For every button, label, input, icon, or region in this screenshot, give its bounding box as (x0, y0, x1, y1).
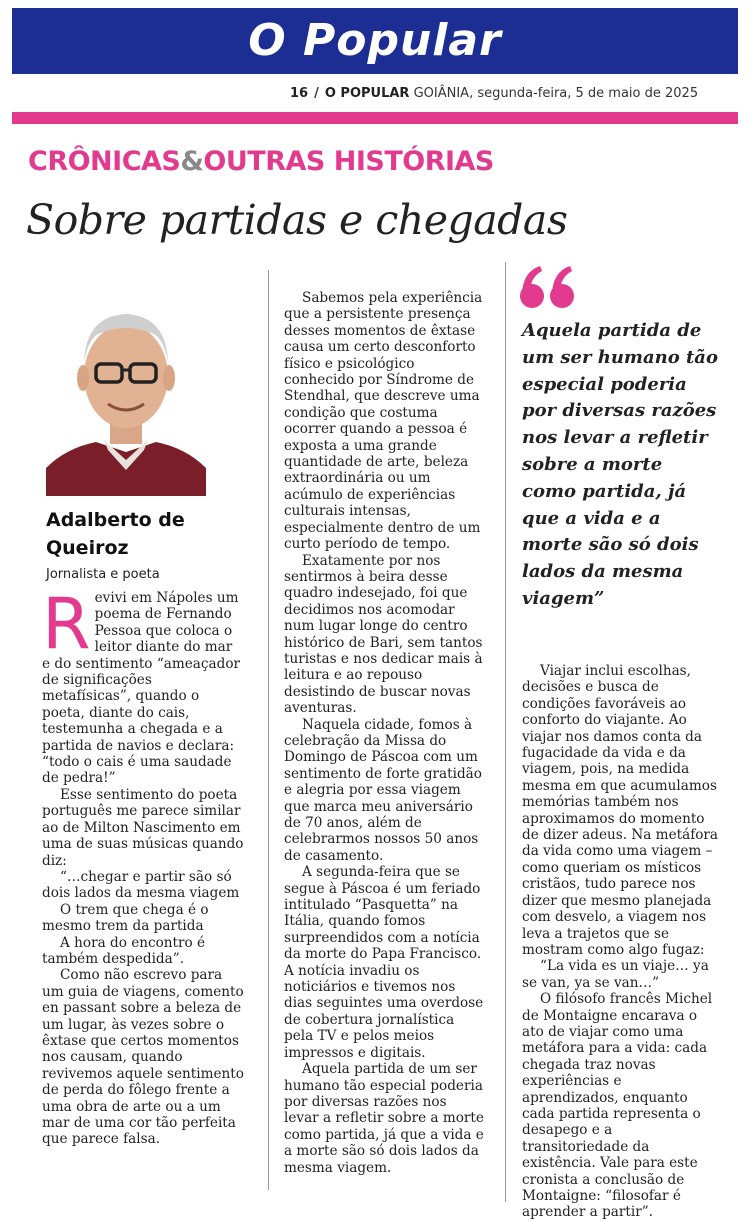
article-column-1 (42, 583, 244, 1148)
paragraph: Como não escrevo para um guia de viagens, comento en passant sobre a beleza de um lugar, às vezes sobre o êxtase que certos momentos nos causam, quando revivemos aquele sentimento de perda do fôlego frente a uma obra de arte ou a um mar de uma cor tão perfeita que parece falsa. (42, 967, 244, 1148)
verse-line: “…chegar e partir são só dois lados da mesma viagem (42, 868, 240, 902)
paragraph: Viajar inclui escolhas, decisões e busca de condições favoráveis ao conforto do viajante. Ao viajar nos damos conta da fugacidade da vida e da viagem, pois, na medida mesma em que acumulamos memórias também nos aproximamos do momento de dizer adeus. Na metáfora da vida como uma viagem – como queriam os místicos cristãos, tudo parece nos dizer que mesmo planejada com desvelo, a viagem nos leva a trajetos que se mostram como algo fugaz: (522, 663, 719, 958)
article-column-2 (284, 290, 484, 1176)
column-divider-2 (505, 262, 506, 1202)
paragraph: Aquela partida de um ser humano tão especial poderia por diversas razões nos levar a refletir sobre a morte como partida, já que a vida e a morte são só dois lados da mesma viagem. (284, 1061, 484, 1176)
paragraph: Esse sentimento do poeta português me parece similar ao de Milton Nascimento em uma de suas músicas quando diz: (42, 786, 244, 869)
paragraph (42, 583, 244, 787)
newspaper-logo: O Popular (248, 15, 502, 66)
paper-name: O POPULAR (324, 86, 410, 101)
verse-line: A hora do encontro é também despedida”. (42, 934, 206, 967)
paragraph: O filósofo francês Michel de Montaigne encarava o ato de viajar como uma metáfora para a vida: cada chegada traz novas experiências e aprendizados, enquanto cada partida representa o desapego e a transitoriedade da existência. Vale para este cronista a conclusão de Montaigne: “filosofar é aprender a partir”. (522, 991, 713, 1221)
author-photo (46, 300, 206, 496)
author-name: Adalberto de Queiroz (46, 509, 185, 559)
paragraph-text: evivi em Nápoles um poema de Fernando Pessoa que coloca o leitor diante do mar e do sentimento “ameaçador de significações metafísicas”, quando o poeta, diante do cais, testemunha a chegada e a partida de navios e declara: “todo o cais é uma saudade de pedra!” (42, 590, 241, 787)
section-ampersand: & (180, 146, 204, 177)
section-title-part1: CRÔNICAS (28, 146, 181, 177)
paragraph: Naquela cidade, fomos à celebração da Missa do Domingo de Páscoa com um sentimento de forte gratidão e alegria por essa viagem que marca meu aniversário de 70 anos, além de celebrarmos nossos 50 anos de casamento. (284, 716, 482, 864)
section-title-part2: OUTRAS HISTÓRIAS (203, 146, 494, 177)
verse-line: O trem que chega é o mesmo trem da partida (42, 901, 209, 935)
drop-cap: R (42, 583, 91, 665)
section-title (28, 146, 494, 177)
pull-quote: Aquela partida de um ser humano tão especial poderia por diversas razões nos levar a refletir sobre a morte como partida, já que a vida e a morte são só dois lados da mesma viagem” (522, 320, 718, 609)
dateline-separator: / (314, 86, 319, 101)
quote-line: “La vida es un viaje… ya se van, ya se van…” (522, 958, 709, 991)
paragraph: A segunda-feira que se segue à Páscoa é um feriado intitulado “Pasquetta” na Itália, quando fomos surpreendidos com a notícia da morte do Papa Francisco. A notícia invadiu os noticiários e tivemos nos dias seguintes uma overdose de cobertura jornalística pela TV e pelos meios impressos e digitais. (284, 864, 484, 1061)
dateline (290, 86, 698, 101)
headline: Sobre partidas e chegadas (26, 196, 568, 244)
author-role: Jornalista e poeta (46, 567, 160, 582)
masthead (12, 8, 738, 74)
paragraph: Sabemos pela experiência que a persistente presença desses momentos de êxtase causa um certo desconforto físico e psicológico conhecido por Síndrome de Stendhal, que descreve uma condição que costuma ocorrer quando a pessoa é exposta a uma grande quantidade de arte, beleza extraordinária ou um acúmulo de experiências culturais intensas, especialmente dentro de um curto período de tempo. (284, 290, 483, 553)
article-column-3 (522, 663, 722, 1221)
column-divider-1 (268, 270, 269, 1190)
accent-bar (12, 112, 738, 124)
quote-mark-icon (518, 262, 578, 312)
paragraph: Exatamente por nos sentirmos à beira desse quadro indesejado, foi que decidimos nos acomodar num lugar longe do centro histórico de Bari, sem tantos turistas e nos dedicar mais à leitura e ao repouso desistindo de buscar novas aventuras. (284, 552, 483, 717)
page-number: 16 (290, 86, 309, 101)
place-date: GOIÂNIA, segunda-feira, 5 de maio de 2025 (413, 86, 699, 101)
